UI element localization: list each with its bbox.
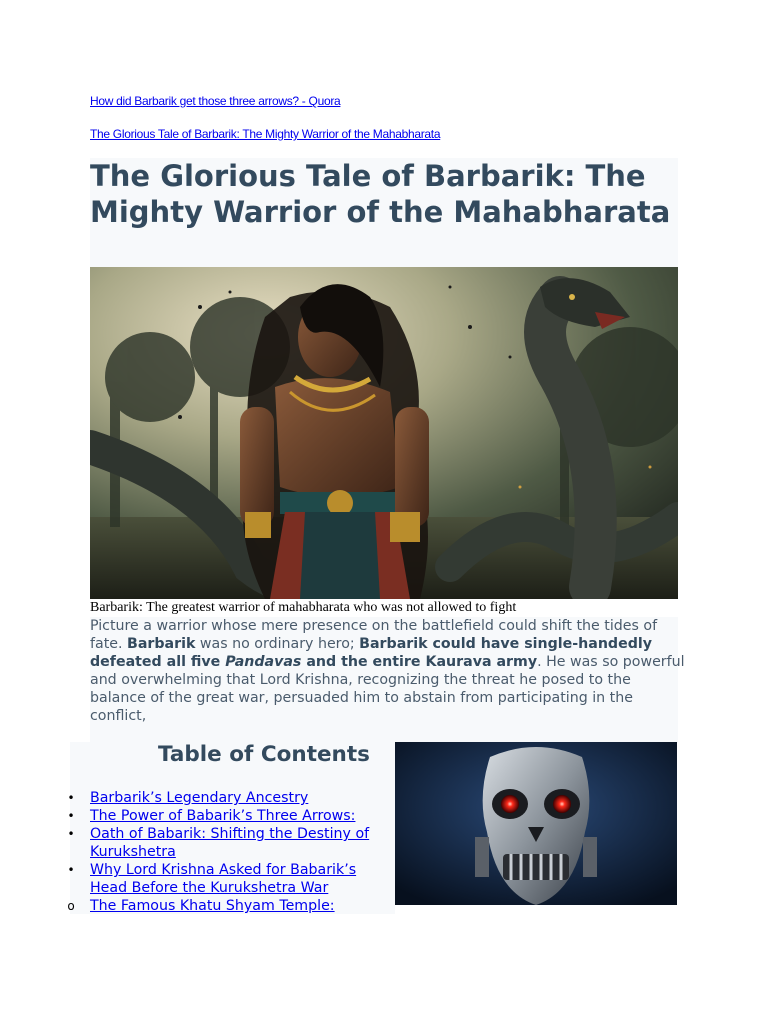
robot-skull-image (395, 742, 677, 905)
toc-item (66, 789, 386, 807)
toc-item (66, 807, 386, 825)
bullet-icon: • (67, 809, 75, 823)
toc-link-ancestry[interactable]: Barbarik’s Legendary Ancestry (90, 790, 309, 806)
toc-item (66, 897, 386, 915)
toc-title: Table of Contents (158, 742, 370, 767)
hero-image (90, 267, 678, 599)
toc-link-krishna[interactable]: Why Lord Krishna Asked for Babarik’s Head Before the Kurukshetra War (90, 862, 357, 896)
toc-item (66, 861, 386, 897)
toc-link-khatu-shyam[interactable]: The Famous Khatu Shyam Temple: (90, 898, 335, 914)
article-title: The Glorious Tale of Barbarik: The Mighty Warrior of the Mahabharata (90, 159, 671, 229)
barbarik-bold: Barbarik (127, 636, 196, 652)
article-link[interactable]: The Glorious Tale of Barbarik: The Mighty Warrior of the Mahabharata (90, 127, 441, 141)
toc-list (66, 789, 386, 915)
toc-link-three-arrows[interactable]: The Power of Babarik’s Three Arrows: (90, 808, 356, 824)
warrior-illustration (90, 267, 678, 599)
image-caption: Barbarik: The greatest warrior of mahabharata who was not allowed to fight (90, 600, 517, 615)
circle-bullet-icon: o (67, 899, 75, 913)
quora-link[interactable]: How did Barbarik get those three arrows? - Quora (90, 94, 341, 108)
robot-skull-illustration (395, 742, 677, 905)
toc-item (66, 825, 386, 861)
toc-link-oath[interactable]: Oath of Babarik: Shifting the Destiny of Kurukshetra (90, 826, 370, 860)
bullet-icon: • (67, 827, 75, 841)
defeat-statement: Barbarik could have single-handedly defeated all five Pandavas and the entire Kaurava army (90, 636, 652, 670)
bullet-icon: • (67, 791, 75, 805)
intro-paragraph: Picture a warrior whose mere presence on the battlefield could shift the tides of fate. Barbarik was no ordinary hero; Barbarik could have single-handedly defeated all five Pandavas and the entire Kaurava army. He was so powerful and overwhelming that Lord Krishna, recognizing the threat he posed to the balance of the great war, persuaded him to abstain from participating in the conflict, (90, 618, 685, 724)
bullet-icon: • (67, 863, 75, 877)
